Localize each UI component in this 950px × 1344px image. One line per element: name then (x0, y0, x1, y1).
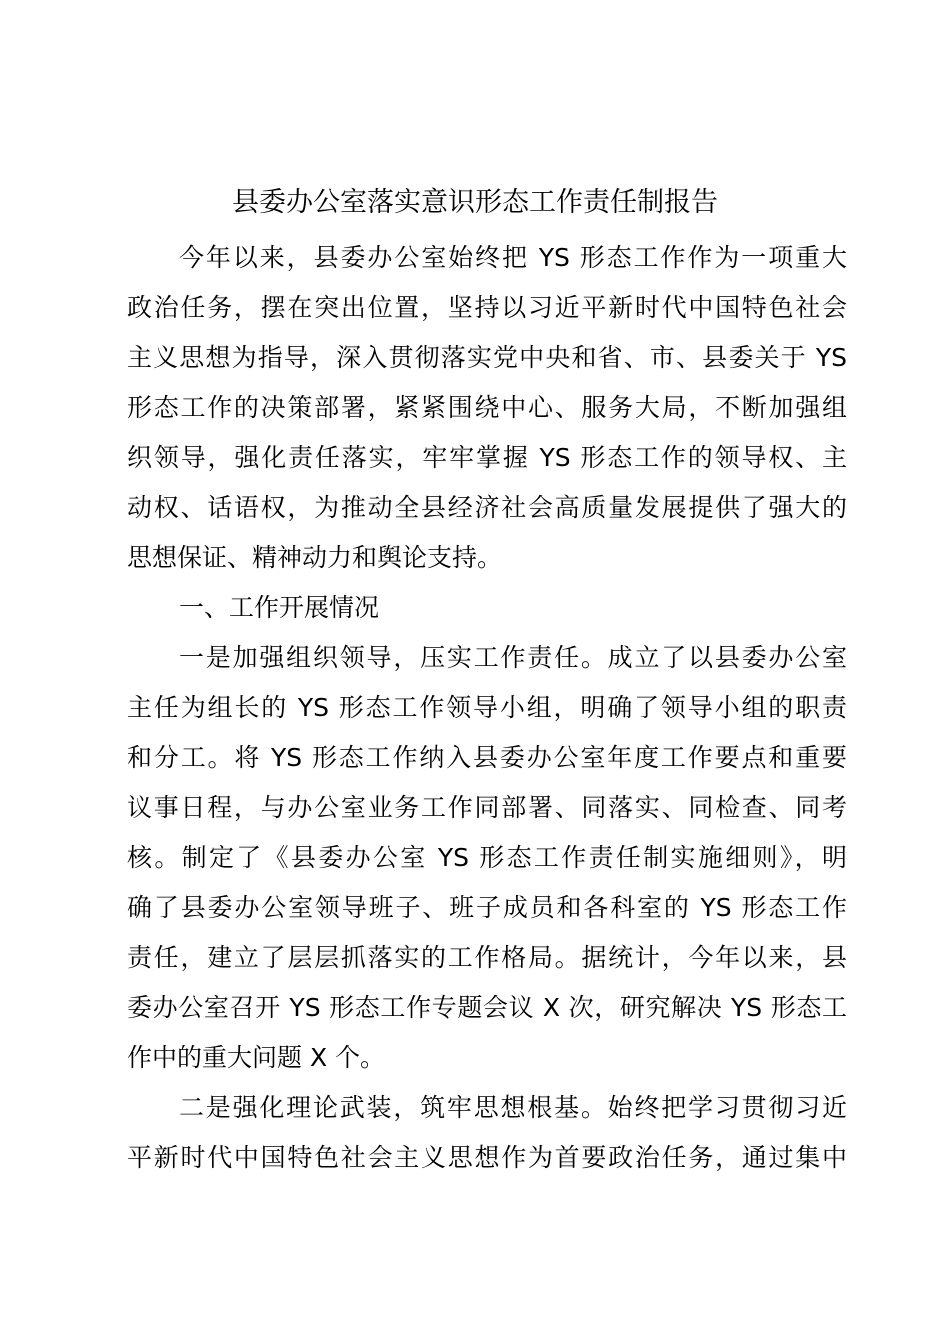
paragraph-line: 动权、话语权，为推动全县经济社会高质量发展提供了强大的 (127, 493, 847, 522)
document-title: 县委办公室落实意识形态工作责任制报告 (232, 187, 718, 218)
paragraph-line: 和分工。将 YS 形态工作纳入县委办公室年度工作要点和重要 (127, 743, 847, 772)
paragraph-line: 形态工作的决策部署，紧紧围绕中心、服务大局，不断加强组 (127, 393, 847, 422)
paragraph-line: 核。制定了《县委办公室 YS 形态工作责任制实施细则》，明 (127, 843, 847, 872)
paragraph-line: 作中的重大问题 X 个。 (127, 1043, 386, 1072)
paragraph-line: 政治任务，摆在突出位置，坚持以习近平新时代中国特色社会 (127, 293, 847, 322)
document-body (127, 233, 847, 1183)
section-heading: 一、工作开展情况 (179, 593, 380, 622)
paragraph-line: 议事日程，与办公室业务工作同部署、同落实、同检查、同考 (127, 793, 847, 822)
paragraph-line: 二是强化理论武装，筑牢思想根基。始终把学习贯彻习近 (179, 1093, 847, 1122)
paragraph-line: 确了县委办公室领导班子、班子成员和各科室的 YS 形态工作 (127, 893, 847, 922)
paragraph-line: 责任，建立了层层抓落实的工作格局。据统计，今年以来，县 (127, 943, 847, 972)
paragraph-line: 一是加强组织领导，压实工作责任。成立了以县委办公室 (179, 643, 847, 672)
paragraph-line: 今年以来，县委办公室始终把 YS 形态工作作为一项重大 (179, 243, 847, 272)
paragraph-line: 主义思想为指导，深入贯彻落实党中央和省、市、县委关于 YS (127, 343, 847, 372)
paragraph-line: 委办公室召开 YS 形态工作专题会议 X 次，研究解决 YS 形态工 (127, 993, 847, 1022)
paragraph-line: 主任为组长的 YS 形态工作领导小组，明确了领导小组的职责 (127, 693, 847, 722)
paragraph-line: 织领导，强化责任落实，牢牢掌握 YS 形态工作的领导权、主 (127, 443, 847, 472)
paragraph-line: 平新时代中国特色社会主义思想作为首要政治任务，通过集中 (127, 1143, 847, 1172)
paragraph-line: 思想保证、精神动力和舆论支持。 (127, 543, 503, 572)
